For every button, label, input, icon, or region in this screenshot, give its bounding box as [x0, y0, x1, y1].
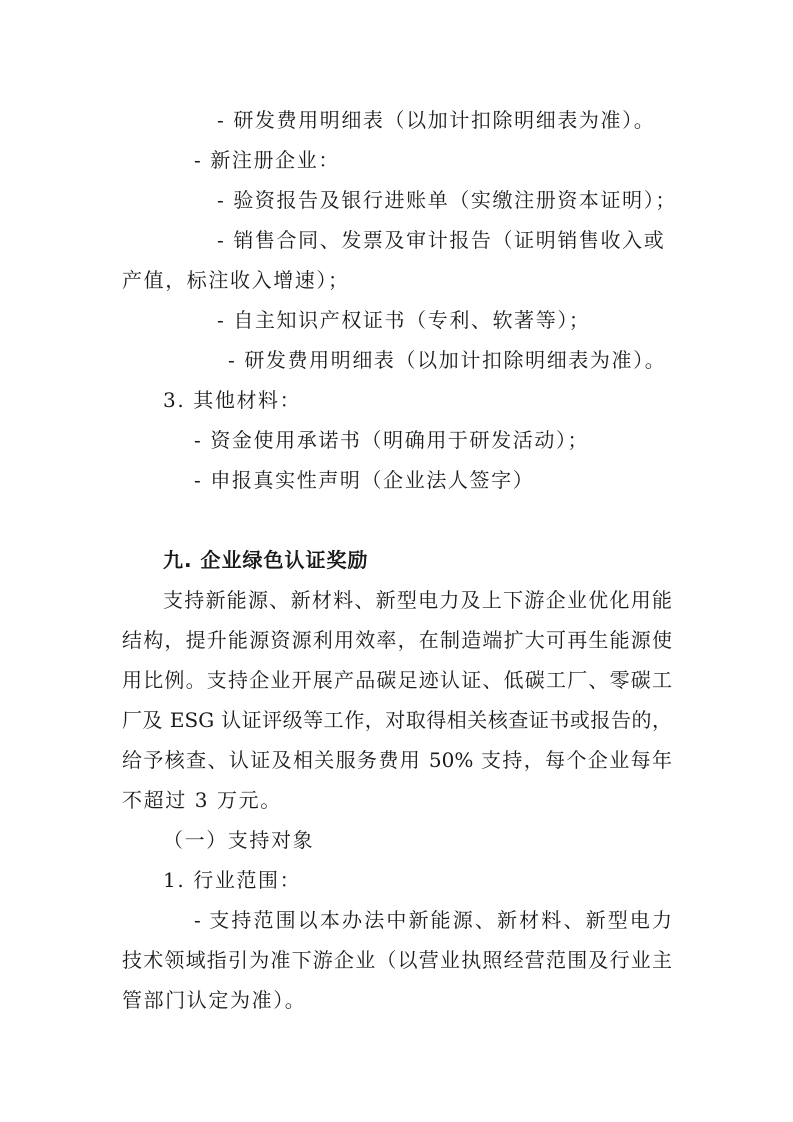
- text-line: 技术领域指引为准下游企业（以营业执照经营范围及行业主: [122, 948, 672, 972]
- section-heading: 九. 企业绿色认证奖励: [163, 548, 369, 572]
- text-line: - 申报真实性声明（企业法人签字）: [194, 468, 535, 492]
- text-line: - 研发费用明细表（以加计扣除明细表为准）。: [217, 108, 656, 132]
- paragraph-line: 不超过 3 万元。: [122, 788, 282, 812]
- subsection-heading: （一）支持对象: [163, 828, 315, 852]
- text-line: - 自主知识产权证书（专利、软著等）；: [217, 308, 591, 332]
- text-line: - 支持范围以本办法中新能源、新材料、新型电力: [194, 908, 672, 932]
- paragraph-line: 给予核查、认证及相关服务费用 50% 支持，每个企业每年: [122, 748, 672, 772]
- text-line: - 验资报告及银行进账单（实缴注册资本证明）；: [217, 188, 677, 212]
- text-line: 管部门认定为准）。: [122, 988, 307, 1012]
- list-number-item: 1. 行业范围：: [163, 868, 302, 892]
- text-line: - 研发费用明细表（以加计扣除明细表为准）。: [228, 348, 667, 372]
- list-number-item: 3. 其他材料：: [163, 388, 302, 412]
- paragraph-line: 厂及 ESG 认证评级等工作，对取得相关核查证书或报告的，: [122, 708, 672, 732]
- paragraph-line: 结构，提升能源资源利用效率，在制造端扩大可再生能源使: [122, 628, 672, 652]
- paragraph-line: 支持新能源、新材料、新型电力及上下游企业优化用能: [163, 588, 672, 612]
- text-line: 产值，标注收入增速）；: [122, 268, 350, 292]
- text-line: - 资金使用承诺书（明确用于研发活动）；: [194, 428, 590, 452]
- text-line: - 销售合同、发票及审计报告（证明销售收入或: [217, 228, 666, 252]
- paragraph-line: 用比例。支持企业开展产品碳足迹认证、低碳工厂、零碳工: [122, 668, 672, 692]
- text-line: - 新注册企业：: [194, 148, 340, 172]
